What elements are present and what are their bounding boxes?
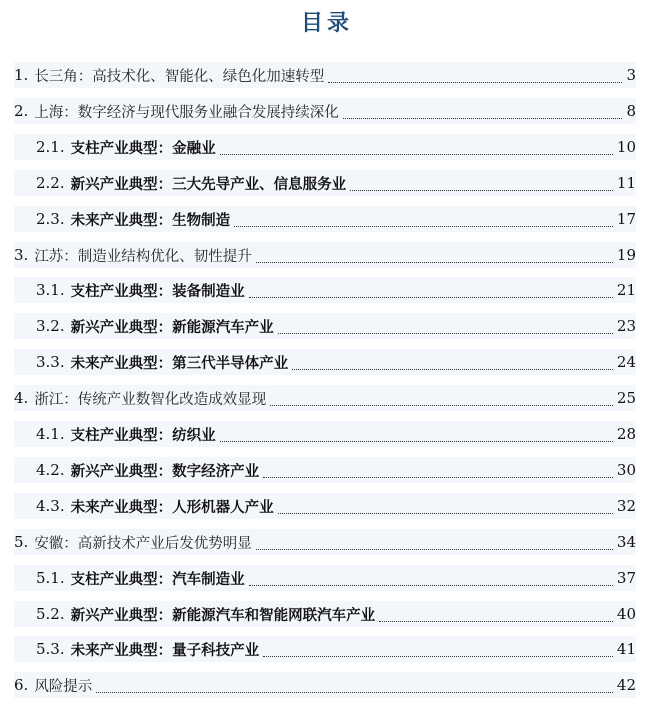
toc-entry[interactable] (14, 349, 636, 375)
toc-entry-title: 新兴产业典型：数字经济产业 (70, 463, 260, 480)
toc-entry-number: 5. (14, 533, 29, 551)
dot-leader (263, 656, 613, 657)
toc-entry[interactable] (14, 242, 636, 268)
toc-entry-page-number: 17 (616, 210, 636, 228)
dot-leader (328, 82, 622, 83)
toc-entry-number: 4. (14, 389, 29, 407)
dot-leader (249, 297, 613, 298)
dot-leader (379, 621, 613, 622)
toc-entry-title: 未来产业典型：量子科技产业 (70, 642, 260, 659)
toc-entry-number: 3.1. (36, 281, 65, 299)
toc-entry-page-number: 24 (616, 353, 636, 371)
toc-entry-page-number: 10 (616, 138, 636, 156)
toc-entry-page-number: 19 (616, 246, 636, 264)
toc-entry[interactable] (14, 170, 636, 196)
toc-entry-title: 风险提示 (34, 678, 93, 695)
toc-entry-page-number: 23 (616, 317, 636, 335)
dot-leader (256, 549, 613, 550)
toc-entry[interactable] (14, 206, 636, 232)
toc-entry-number: 1. (14, 66, 29, 84)
toc-entry-title: 未来产业典型：人形机器人产业 (70, 499, 274, 516)
toc-entry-page-number: 41 (616, 640, 636, 658)
toc-entry-title: 支柱产业典型：纺织业 (70, 427, 216, 444)
toc-entry-page-number: 8 (626, 102, 636, 120)
toc-entry-number: 2. (14, 102, 29, 120)
toc-entry[interactable] (14, 493, 636, 519)
toc-entry-page-number: 32 (616, 497, 636, 515)
toc-entry[interactable] (14, 313, 636, 339)
toc-entry[interactable] (14, 457, 636, 483)
toc-entry-number: 5.2. (36, 605, 65, 623)
dot-leader (270, 405, 613, 406)
toc-entry[interactable] (14, 134, 636, 160)
toc-entry[interactable] (14, 98, 636, 124)
toc-entry-title: 支柱产业典型：汽车制造业 (70, 571, 245, 588)
toc-entry-title: 长三角：高技术化、智能化、绿色化加速转型 (34, 68, 325, 85)
dot-leader (278, 333, 613, 334)
toc-entry[interactable] (14, 277, 636, 303)
toc-entry-title: 浙江：传统产业数智化改造成效显现 (34, 391, 267, 408)
toc-entry-number: 2.3. (36, 210, 65, 228)
toc-entry[interactable] (14, 636, 636, 662)
dot-leader (343, 118, 623, 119)
toc-entry-page-number: 11 (616, 174, 636, 192)
toc-entry-title: 安徽：高新技术产业后发优势明显 (34, 535, 252, 552)
toc-entry-number: 4.2. (36, 461, 65, 479)
toc-entry-page-number: 21 (616, 281, 636, 299)
dot-leader (249, 585, 613, 586)
toc-entry-title: 支柱产业典型：金融业 (70, 140, 216, 157)
toc-entry-page-number: 3 (626, 66, 636, 84)
toc-entry-page-number: 30 (616, 461, 636, 479)
toc-entry[interactable] (14, 529, 636, 555)
toc-entry-number: 3.2. (36, 317, 65, 335)
toc-entry-number: 3. (14, 246, 29, 264)
dot-leader (256, 262, 613, 263)
toc-entry-page-number: 42 (616, 676, 636, 694)
toc-entry-number: 5.1. (36, 569, 65, 587)
toc-entry-title: 新兴产业典型：新能源汽车产业 (70, 319, 274, 336)
toc-entry-page-number: 37 (616, 569, 636, 587)
toc-entry-title: 新兴产业典型：三大先导产业、信息服务业 (70, 176, 347, 193)
toc-entry-title: 支柱产业典型：装备制造业 (70, 283, 245, 300)
toc-entry[interactable] (14, 62, 636, 88)
toc-entry-title: 江苏：制造业结构优化、韧性提升 (34, 248, 252, 265)
toc-entry[interactable] (14, 672, 636, 698)
toc-entry-title: 上海：数字经济与现代服务业融合发展持续深化 (34, 104, 339, 121)
toc-entry-page-number: 28 (616, 425, 636, 443)
dot-leader (350, 190, 613, 191)
toc-entry-number: 5.3. (36, 640, 65, 658)
dot-leader (220, 154, 613, 155)
toc-entry-page-number: 25 (616, 389, 636, 407)
toc-entry-page-number: 34 (616, 533, 636, 551)
toc-entry[interactable] (14, 421, 636, 447)
toc-entry[interactable] (14, 385, 636, 411)
toc-entry-number: 2.1. (36, 138, 65, 156)
page-title: 目录 (300, 11, 353, 36)
dot-leader (292, 369, 613, 370)
dot-leader (96, 692, 613, 693)
toc-entry[interactable] (14, 565, 636, 591)
dot-leader (220, 441, 613, 442)
toc-entry-number: 4.1. (36, 425, 65, 443)
dot-leader (234, 226, 613, 227)
dot-leader (278, 513, 613, 514)
toc-entry-number: 4.3. (36, 497, 65, 515)
dot-leader (263, 477, 613, 478)
toc-entry-title: 未来产业典型：第三代半导体产业 (70, 355, 289, 372)
toc-entry[interactable] (14, 601, 636, 627)
toc-entry-number: 6. (14, 676, 29, 694)
toc-entry-title: 未来产业典型：生物制造 (70, 212, 231, 229)
toc-entry-number: 2.2. (36, 174, 65, 192)
toc-entry-number: 3.3. (36, 353, 65, 371)
toc-entry-title: 新兴产业典型：新能源汽车和智能网联汽车产业 (70, 607, 376, 624)
toc-entry-page-number: 40 (616, 605, 636, 623)
